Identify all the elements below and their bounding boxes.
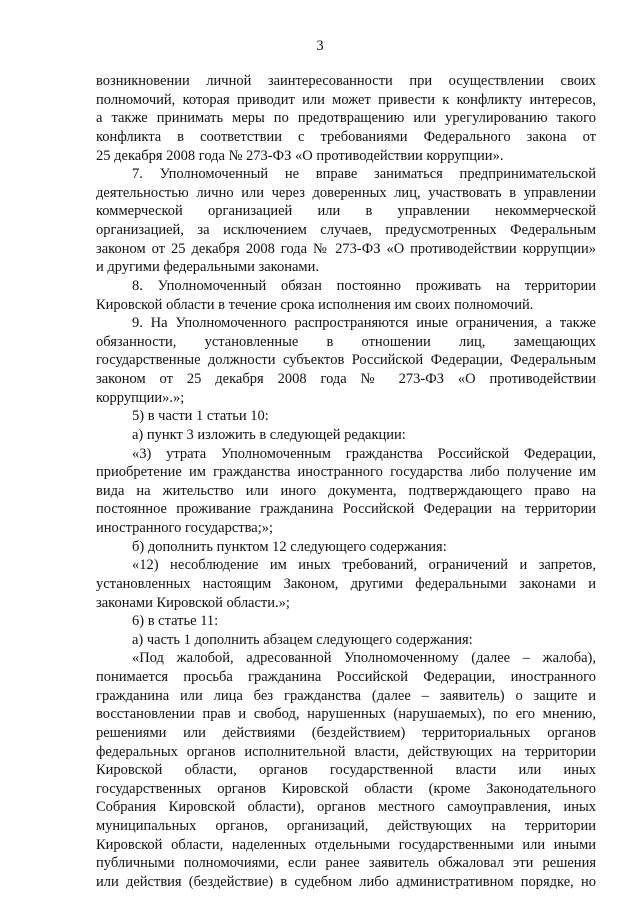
text-line: Кировской области, органов государственной власти или иных <box>96 762 596 779</box>
text-line: государственных органов Кировской области (кроме Законодательного <box>96 780 596 797</box>
text-line: Кировской области в течение срока исполнения им своих полномочий. <box>96 296 534 313</box>
text-line: б) дополнить пунктом 12 следующего содержания: <box>132 538 447 555</box>
text-line: коммерческой организацией или в управлении некоммерческой <box>96 203 596 220</box>
text-line: Собрания Кировской области), органов местного самоуправления, иных <box>96 799 596 816</box>
text-line: решениями или действиями (бездействием) территориальных органов <box>96 724 596 741</box>
text-line: «12) несоблюдение им иных требований, ограничений и запретов, <box>132 557 596 574</box>
text-line: «3) утрата Уполномоченным гражданства Российской Федерации, <box>132 445 596 462</box>
text-line: полномочий, которая приводит или может привести к конфликту интересов, <box>96 91 596 108</box>
text-line: понимается просьба гражданина Российской Федерации, иностранного <box>96 669 596 685</box>
text-line: иностранного государства;»; <box>96 520 274 536</box>
text-line: организацией, за исключением случаев, предусмотренных Федеральным <box>96 222 596 238</box>
text-line: восстановлении прав и свобод, нарушенных (нарушаемых), по его мнению, <box>96 706 596 723</box>
text-line: законами Кировской области.»; <box>96 594 290 611</box>
text-line: деятельностью лично или через доверенных лиц, участвовать в управлении <box>96 184 596 201</box>
text-line: «Под жалобой, адресованной Уполномоченному (далее – жалоба), <box>132 650 596 667</box>
text-line: приобретение им гражданства иностранного государства либо получение им <box>96 464 596 481</box>
text-line: возникновении личной заинтересованности при осуществлении своих <box>96 73 596 89</box>
text-line: законом от 25 декабря 2008 года № 273-ФЗ «О противодействии <box>96 371 596 387</box>
text-line: публичными полномочиями, если ранее заявитель обжаловал эти решения <box>96 855 596 872</box>
text-line: или действия (бездействие) в судебном либо административном порядке, но <box>96 873 596 890</box>
text-line: 7. Уполномоченный не вправе заниматься предпринимательской <box>132 166 596 183</box>
text-line: государственные должности субъектов Российской Федерации, Федеральным <box>96 352 596 369</box>
text-line: а) пункт 3 изложить в следующей редакции: <box>132 426 406 443</box>
text-line: 25 декабря 2008 года № 273-ФЗ «О противодействии коррупции». <box>96 147 504 164</box>
text-line: и другими федеральными законами. <box>96 259 319 276</box>
text-line: федеральных органов исполнительной власти, действующих на территории <box>96 743 596 760</box>
text-line: постоянное проживание гражданина Российской Федерации на территории <box>96 501 596 518</box>
page-number: 3 <box>316 38 324 54</box>
text-line: Кировской области, наделенных отдельными государственными или иными <box>96 836 596 853</box>
text-line: а также принимать меры по предотвращению или урегулированию такого <box>96 110 596 127</box>
text-line: законом от 25 декабря 2008 года № 273-ФЗ «О противодействии коррупции» <box>96 240 596 257</box>
text-line: 5) в части 1 статьи 10: <box>132 408 269 425</box>
text-line: гражданина или лица без гражданства (далее – заявитель) о защите и <box>96 687 596 704</box>
text-line: а) часть 1 дополнить абзацем следующего содержания: <box>132 631 473 648</box>
document-body <box>96 72 596 892</box>
text-line: 6) в статье 11: <box>132 613 219 630</box>
text-line: конфликта в соответствии с требованиями Федерального закона от <box>96 128 596 145</box>
text-line: установленных настоящим Законом, другими федеральными законами и <box>96 575 596 592</box>
text-line: вида на жительство или иного документа, подтверждающего право на <box>96 482 596 499</box>
text-line: 9. На Уполномоченного распространяются иные ограничения, а также <box>132 315 596 332</box>
text-line: 8. Уполномоченный обязан постоянно проживать на территории <box>132 277 596 294</box>
text-line: обязанности, установленные в отношении лиц, замещающих <box>96 333 596 350</box>
text-line: коррупции».»; <box>96 389 185 406</box>
text-line: муниципальных органов, организаций, действующих на территории <box>96 818 596 834</box>
